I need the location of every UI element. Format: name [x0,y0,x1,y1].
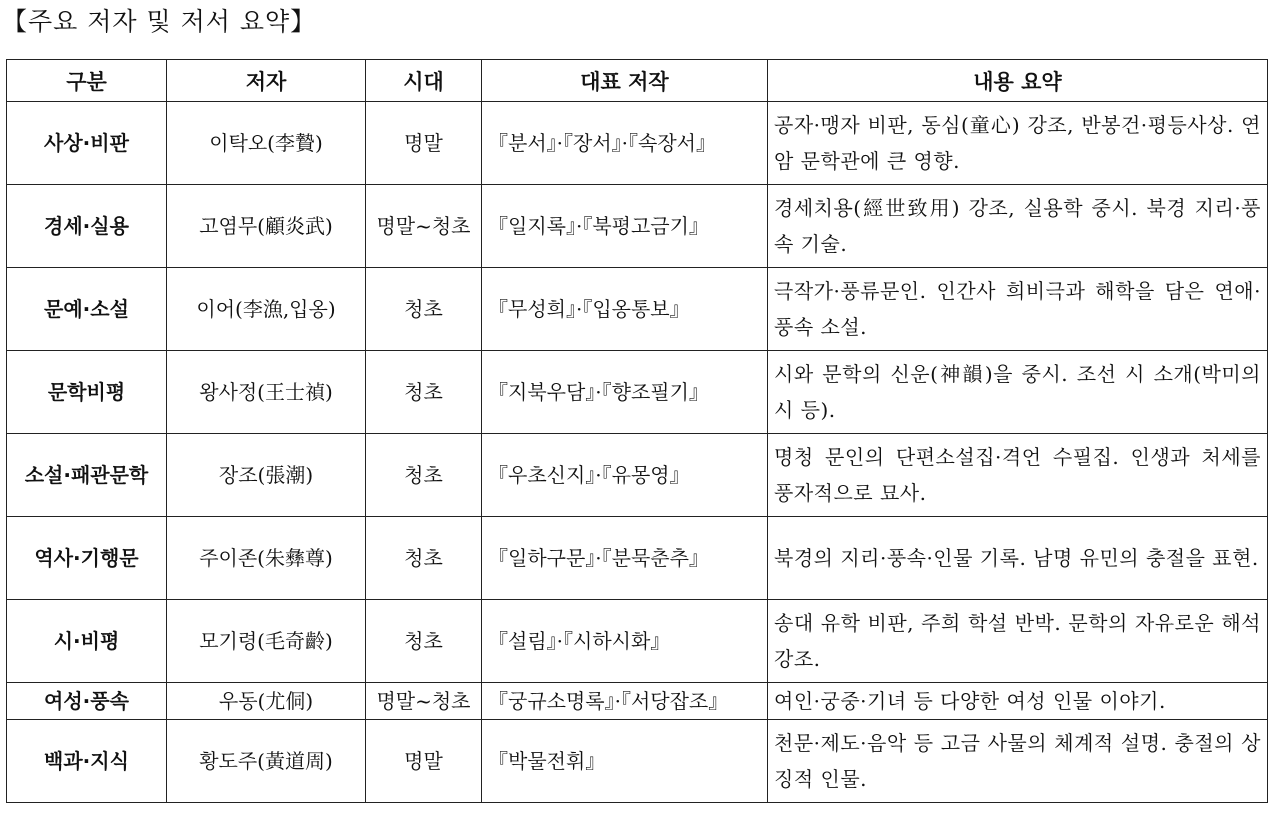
header-era: 시대 [366,60,482,102]
author-summary-table [6,59,1268,803]
header-category: 구분 [7,60,167,102]
category-cell: 경세·실용 [7,185,167,268]
category-cell: 문학비평 [7,351,167,434]
era-cell: 청초 [366,517,482,600]
author-cell: 고염무(顧炎武) [167,185,366,268]
header-summary: 내용 요약 [768,60,1268,102]
summary-cell: 경세치용(經世致用) 강조, 실용학 중시. 북경 지리·풍속 기술. [768,185,1268,268]
era-cell: 청초 [366,268,482,351]
table-row [7,683,1268,720]
author-cell: 이탁오(李贄) [167,102,366,185]
table-row [7,720,1268,803]
author-cell: 황도주(黃道周) [167,720,366,803]
works-cell: 『지북우담』·『향조필기』 [482,351,768,434]
summary-cell: 시와 문학의 신운(神韻)을 중시. 조선 시 소개(박미의 시 등). [768,351,1268,434]
header-author: 저자 [167,60,366,102]
summary-cell: 공자·맹자 비판, 동심(童心) 강조, 반봉건·평등사상. 연암 문학관에 큰 영향. [768,102,1268,185]
category-cell: 문예·소설 [7,268,167,351]
works-cell: 『설림』·『시하시화』 [482,600,768,683]
works-cell: 『일하구문』·『분묵춘추』 [482,517,768,600]
summary-cell: 극작가·풍류문인. 인간사 희비극과 해학을 담은 연애·풍속 소설. [768,268,1268,351]
summary-cell: 천문·제도·음악 등 고금 사물의 체계적 설명. 충절의 상징적 인물. [768,720,1268,803]
author-cell: 주이존(朱彝尊) [167,517,366,600]
era-cell: 명말 [366,720,482,803]
era-cell: 청초 [366,434,482,517]
category-cell: 백과·지식 [7,720,167,803]
era-cell: 청초 [366,600,482,683]
table-row [7,102,1268,185]
category-cell: 사상·비판 [7,102,167,185]
document-title: 【주요 저자 및 저서 요약】 [2,7,317,36]
category-cell: 시·비평 [7,600,167,683]
table-row [7,600,1268,683]
summary-cell: 북경의 지리·풍속·인물 기록. 남명 유민의 충절을 표현. [768,517,1268,600]
author-cell: 왕사정(王士禎) [167,351,366,434]
table-row [7,434,1268,517]
works-cell: 『궁규소명록』·『서당잡조』 [482,683,768,720]
era-cell: 명말 [366,102,482,185]
author-cell: 우동(尤侗) [167,683,366,720]
works-cell: 『분서』·『장서』·『속장서』 [482,102,768,185]
header-works: 대표 저작 [482,60,768,102]
table-header-row [7,60,1268,102]
table-row [7,517,1268,600]
category-cell: 여성·풍속 [7,683,167,720]
works-cell: 『우초신지』·『유몽영』 [482,434,768,517]
era-cell: 명말~청초 [366,185,482,268]
works-cell: 『일지록』·『북평고금기』 [482,185,768,268]
table-row [7,185,1268,268]
author-cell: 장조(張潮) [167,434,366,517]
works-cell: 『박물전휘』 [482,720,768,803]
author-cell: 모기령(毛奇齡) [167,600,366,683]
summary-cell: 명청 문인의 단편소설집·격언 수필집. 인생과 처세를 풍자적으로 묘사. [768,434,1268,517]
summary-cell: 여인·궁중·기녀 등 다양한 여성 인물 이야기. [768,683,1268,720]
era-cell: 명말~청초 [366,683,482,720]
era-cell: 청초 [366,351,482,434]
table-row [7,268,1268,351]
category-cell: 역사·기행문 [7,517,167,600]
works-cell: 『무성희』·『입옹통보』 [482,268,768,351]
category-cell: 소설·패관문학 [7,434,167,517]
author-cell: 이어(李漁,입옹) [167,268,366,351]
table-row [7,351,1268,434]
summary-cell: 송대 유학 비판, 주희 학설 반박. 문학의 자유로운 해석 강조. [768,600,1268,683]
